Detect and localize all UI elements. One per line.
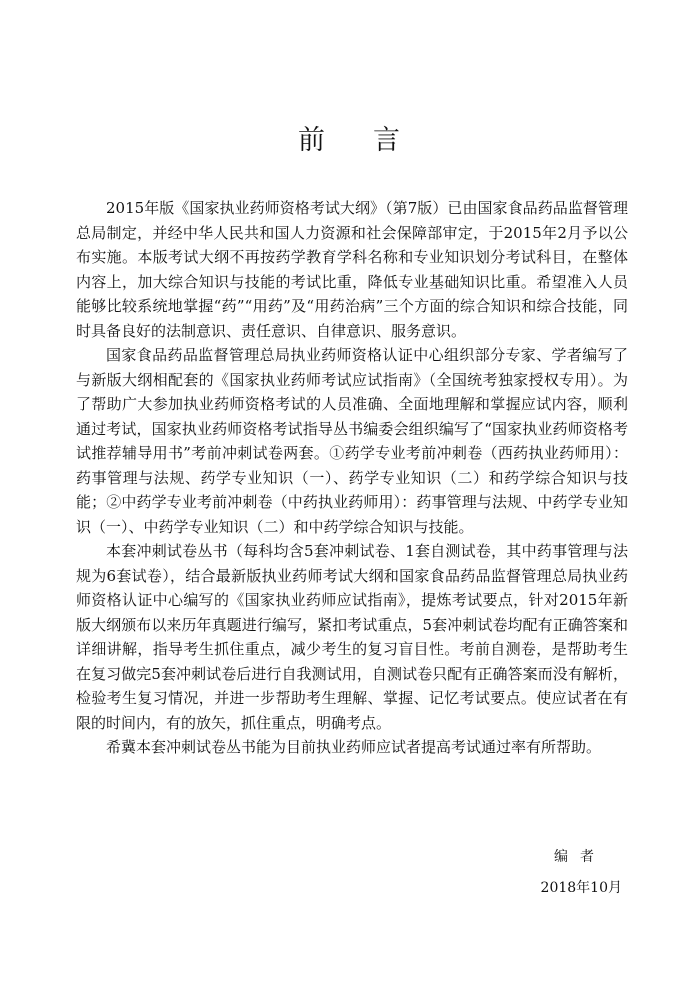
page-title: 前言 bbox=[298, 125, 448, 156]
paragraph-series-description: 本套冲刺试卷丛书（每科均含5套冲刺试卷、1套自测试卷，其中药事管理与法规为6套试卷），结合最新版执业药师考试大纲和国家食品药品监督管理总局执业药师资格认证中心编写的《国家执业药师应试指南》，提炼考试要点，针对2015年新版大纲颁布以来历年真题进行编写，紧扣考试重点，5套冲刺试卷均配有正确答案和详细讲解，指导考生抓住重点，减少考生的复习盲目性。考前自测卷，是帮助考生在复习做完5套冲刺试卷后进行自我测试用，自测试卷只配有正确答案而没有解析，检验考生复习情况，并进一步帮助考生理解、掌握、记忆考试要点。使应试者在有限的时间内，有的放矢，抓住重点，明确考点。 bbox=[76, 542, 628, 732]
paragraph-guide-books: 国家食品药品监督管理总局执业药师资格认证中心组织部分专家、学者编写了与新版大纲相配套的《国家执业药师考试应试指南》（全国统考独家授权专用）。为了帮助广大参加执业药师资格考试的人员准确、全面地理解和掌握应试内容，顺利通过考试，国家执业药师资格考试指导丛书编委会组织编写了“国家执业药师资格考试推荐辅导用书”考前冲刺试卷两套。①药学专业考前冲刺卷（西药执业药师用）：药事管理与法规、药学专业知识（一）、药学专业知识（二）和药学综合知识与技能；②中药学专业考前冲刺卷（中药执业药师用）：药事管理与法规、中药学专业知识（一）、中药学专业知识（二）和中药学综合知识与技能。 bbox=[76, 346, 628, 536]
paragraph-exam-outline: 2015年版《国家执业药师资格考试大纲》（第7版）已由国家食品药品监督管理总局制定，并经中华人民共和国人力资源和社会保障部审定，于2015年2月予以公布实施。本版考试大纲不再按药学教育学科名称和专业知识划分考试科目，在整体内容上，加大综合知识与技能的考试比重，降低专业基础知识比重。希望准入人员能够比较系统地掌握“药”“用药”及“用药治病”三个方面的综合知识和综合技能，同时具备良好的法制意识、责任意识、自律意识、服务意识。 bbox=[76, 199, 628, 340]
publication-date: 2018年10月 bbox=[540, 880, 622, 896]
preface-body bbox=[76, 196, 628, 760]
author-signature: 编者 bbox=[554, 849, 606, 865]
paragraph-closing-wish: 希冀本套冲刺试卷丛书能为目前执业药师应试者提高考试通过率有所帮助。 bbox=[106, 738, 602, 756]
